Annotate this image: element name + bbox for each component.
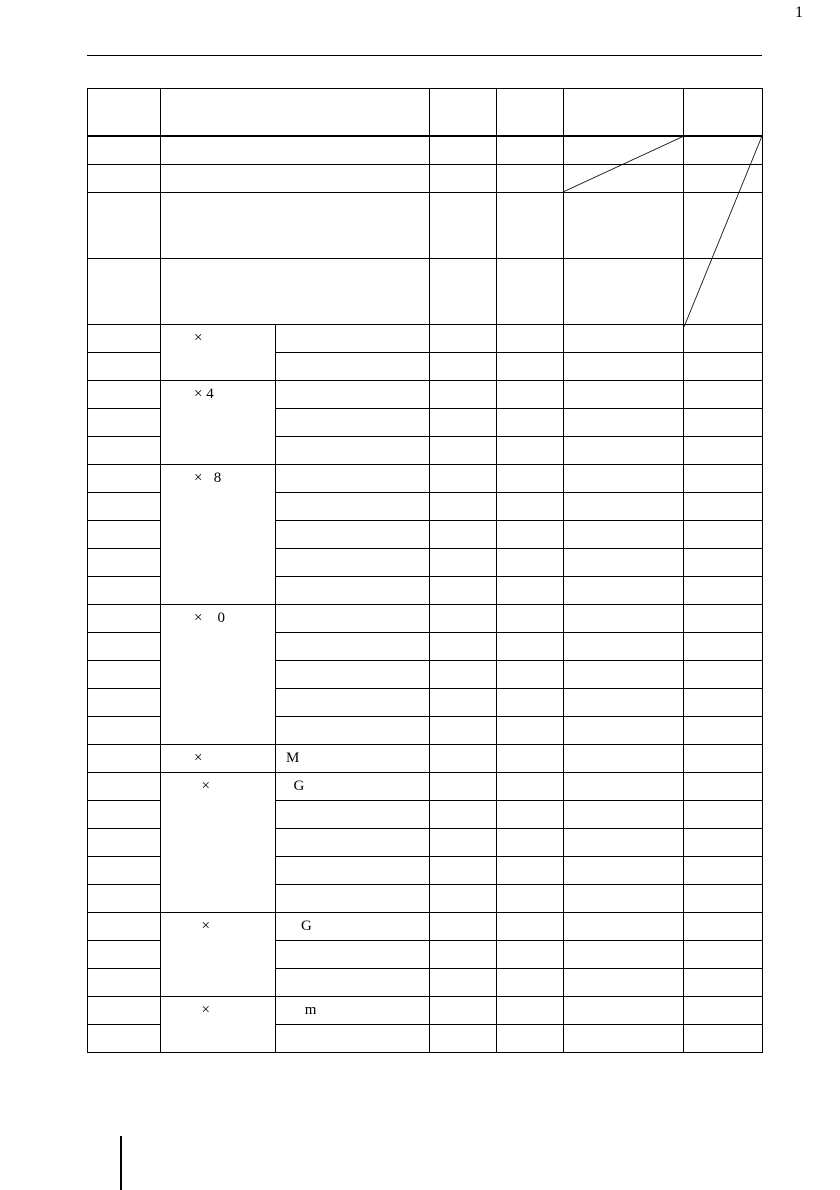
- capacity-cell: [276, 380, 430, 408]
- item-cell: [161, 258, 430, 324]
- row-number-cell: [88, 660, 161, 688]
- table-row: [88, 996, 763, 1024]
- value-cell: [497, 258, 564, 324]
- row-number-cell: [88, 772, 161, 800]
- row-number-cell: [88, 136, 161, 164]
- row-number-cell: [88, 688, 161, 716]
- table-row: [88, 380, 763, 408]
- value-cell: [497, 884, 564, 912]
- row-number-cell: [88, 436, 161, 464]
- value-cell: [564, 716, 684, 744]
- table-row: [88, 258, 763, 324]
- value-cell: [684, 492, 763, 520]
- value-cell: [497, 772, 564, 800]
- value-cell: [430, 772, 497, 800]
- value-cell: [684, 996, 763, 1024]
- value-cell: [684, 660, 763, 688]
- value-cell: [564, 1024, 684, 1052]
- capacity-cell: [276, 716, 430, 744]
- row-number-cell: [88, 464, 161, 492]
- value-cell: [684, 408, 763, 436]
- capacity-cell: [276, 800, 430, 828]
- value-cell: [497, 136, 564, 164]
- value-cell: [497, 164, 564, 192]
- size-cell: × 8: [161, 464, 276, 604]
- value-cell: [564, 912, 684, 940]
- value-cell: [497, 604, 564, 632]
- value-cell: [497, 520, 564, 548]
- value-cell: [684, 192, 763, 258]
- header-cell: [430, 89, 497, 137]
- row-number-cell: [88, 192, 161, 258]
- size-cell: × 4: [161, 380, 276, 464]
- value-cell: [564, 192, 684, 258]
- value-cell: [430, 744, 497, 772]
- value-cell: [684, 576, 763, 604]
- value-cell: [564, 688, 684, 716]
- value-cell: [430, 660, 497, 688]
- value-cell: [564, 744, 684, 772]
- value-cell: [564, 258, 684, 324]
- value-cell: [564, 492, 684, 520]
- value-cell: [684, 1024, 763, 1052]
- capacity-cell: G: [276, 772, 430, 800]
- row-number-cell: [88, 828, 161, 856]
- value-cell: [430, 800, 497, 828]
- item-cell: [161, 164, 430, 192]
- value-cell: [430, 632, 497, 660]
- value-cell: [564, 324, 684, 352]
- value-cell: [684, 258, 763, 324]
- row-number-cell: [88, 632, 161, 660]
- capacity-cell: [276, 968, 430, 996]
- size-cell: ×: [161, 324, 276, 380]
- value-cell: [684, 604, 763, 632]
- table-header-row: [88, 89, 763, 137]
- capacity-cell: [276, 828, 430, 856]
- value-cell: [497, 1024, 564, 1052]
- value-cell: [430, 352, 497, 380]
- row-number-cell: [88, 744, 161, 772]
- value-cell: [684, 828, 763, 856]
- capacity-cell: [276, 464, 430, 492]
- row-number-cell: [88, 800, 161, 828]
- capacity-cell: [276, 352, 430, 380]
- value-cell: [430, 828, 497, 856]
- item-cell: [161, 136, 430, 164]
- value-cell: [497, 324, 564, 352]
- value-cell: [497, 576, 564, 604]
- capacity-cell: [276, 576, 430, 604]
- header-cell: [88, 89, 161, 137]
- value-cell: [564, 800, 684, 828]
- size-cell: ×: [161, 744, 276, 772]
- capacity-cell: [276, 632, 430, 660]
- value-cell: [430, 716, 497, 744]
- capacity-cell: [276, 688, 430, 716]
- value-cell: [564, 660, 684, 688]
- value-cell: [430, 884, 497, 912]
- table-row: [88, 912, 763, 940]
- value-cell: [430, 192, 497, 258]
- row-number-cell: [88, 408, 161, 436]
- value-cell: [564, 884, 684, 912]
- value-cell: [684, 912, 763, 940]
- value-cell: [430, 576, 497, 604]
- value-cell: [497, 688, 564, 716]
- value-cell: [564, 352, 684, 380]
- value-cell: [497, 856, 564, 884]
- size-cell: ×: [161, 772, 276, 912]
- value-cell: [430, 136, 497, 164]
- value-cell: [684, 744, 763, 772]
- value-cell: [564, 164, 684, 192]
- value-cell: [497, 968, 564, 996]
- value-cell: [430, 164, 497, 192]
- value-cell: [497, 996, 564, 1024]
- row-number-cell: [88, 716, 161, 744]
- row-number-cell: [88, 940, 161, 968]
- value-cell: [564, 968, 684, 996]
- value-cell: [430, 548, 497, 576]
- table-row: [88, 744, 763, 772]
- row-number-cell: [88, 548, 161, 576]
- capacity-cell: [276, 324, 430, 352]
- value-cell: [430, 520, 497, 548]
- value-cell: [497, 380, 564, 408]
- spec-table: [87, 88, 763, 1053]
- value-cell: [497, 912, 564, 940]
- value-cell: [430, 324, 497, 352]
- value-cell: [684, 968, 763, 996]
- value-cell: [684, 800, 763, 828]
- value-cell: [564, 520, 684, 548]
- capacity-cell: [276, 940, 430, 968]
- margin-bar: [120, 1136, 122, 1190]
- row-number-cell: [88, 968, 161, 996]
- value-cell: [564, 828, 684, 856]
- value-cell: [564, 408, 684, 436]
- value-cell: [430, 856, 497, 884]
- value-cell: [430, 408, 497, 436]
- table-body: [88, 136, 763, 1052]
- value-cell: [430, 258, 497, 324]
- row-number-cell: [88, 884, 161, 912]
- value-cell: [564, 548, 684, 576]
- table-row: [88, 192, 763, 258]
- value-cell: [430, 1024, 497, 1052]
- value-cell: [430, 604, 497, 632]
- row-number-cell: [88, 258, 161, 324]
- capacity-cell: [276, 492, 430, 520]
- header-cell: [497, 89, 564, 137]
- size-cell: ×: [161, 996, 276, 1052]
- table-row: [88, 604, 763, 632]
- value-cell: [430, 940, 497, 968]
- row-number-cell: [88, 164, 161, 192]
- size-cell: ×: [161, 912, 276, 996]
- row-number-cell: [88, 856, 161, 884]
- value-cell: [564, 772, 684, 800]
- value-cell: [684, 464, 763, 492]
- capacity-cell: [276, 660, 430, 688]
- value-cell: [564, 632, 684, 660]
- value-cell: [564, 576, 684, 604]
- value-cell: [430, 912, 497, 940]
- page-number: 1: [795, 4, 803, 21]
- table-row: [88, 772, 763, 800]
- value-cell: [684, 856, 763, 884]
- value-cell: [684, 164, 763, 192]
- header-cell: [161, 89, 430, 137]
- header-rule: [87, 55, 762, 56]
- table-row: [88, 324, 763, 352]
- value-cell: [684, 520, 763, 548]
- table-row: [88, 164, 763, 192]
- table-row: [88, 464, 763, 492]
- value-cell: [497, 744, 564, 772]
- value-cell: [430, 464, 497, 492]
- value-cell: [497, 660, 564, 688]
- value-cell: [497, 800, 564, 828]
- capacity-cell: [276, 408, 430, 436]
- value-cell: [684, 940, 763, 968]
- value-cell: [430, 688, 497, 716]
- value-cell: [684, 352, 763, 380]
- value-cell: [497, 548, 564, 576]
- row-number-cell: [88, 380, 161, 408]
- value-cell: [564, 856, 684, 884]
- value-cell: [684, 136, 763, 164]
- value-cell: [684, 884, 763, 912]
- value-cell: [564, 604, 684, 632]
- row-number-cell: [88, 996, 161, 1024]
- capacity-cell: [276, 884, 430, 912]
- row-number-cell: [88, 912, 161, 940]
- header-cell: [564, 89, 684, 137]
- row-number-cell: [88, 324, 161, 352]
- capacity-cell: [276, 548, 430, 576]
- value-cell: [497, 492, 564, 520]
- value-cell: [497, 192, 564, 258]
- table-row: [88, 136, 763, 164]
- capacity-cell: [276, 1024, 430, 1052]
- capacity-cell: [276, 604, 430, 632]
- value-cell: [497, 632, 564, 660]
- value-cell: [684, 324, 763, 352]
- value-cell: [430, 968, 497, 996]
- spec-table-container: [87, 88, 762, 1083]
- header-cell: [684, 89, 763, 137]
- value-cell: [684, 716, 763, 744]
- value-cell: [497, 716, 564, 744]
- value-cell: [497, 352, 564, 380]
- value-cell: [497, 464, 564, 492]
- value-cell: [430, 996, 497, 1024]
- value-cell: [684, 380, 763, 408]
- value-cell: [497, 408, 564, 436]
- value-cell: [497, 940, 564, 968]
- capacity-cell: [276, 856, 430, 884]
- size-cell: × 0: [161, 604, 276, 744]
- value-cell: [430, 492, 497, 520]
- capacity-cell: G: [276, 912, 430, 940]
- value-cell: [684, 548, 763, 576]
- item-cell: [161, 192, 430, 258]
- value-cell: [684, 632, 763, 660]
- capacity-cell: [276, 436, 430, 464]
- row-number-cell: [88, 576, 161, 604]
- value-cell: [684, 772, 763, 800]
- value-cell: [430, 380, 497, 408]
- value-cell: [564, 136, 684, 164]
- value-cell: [564, 464, 684, 492]
- value-cell: [564, 940, 684, 968]
- row-number-cell: [88, 604, 161, 632]
- value-cell: [684, 688, 763, 716]
- row-number-cell: [88, 1024, 161, 1052]
- capacity-cell: m: [276, 996, 430, 1024]
- value-cell: [564, 996, 684, 1024]
- row-number-cell: [88, 352, 161, 380]
- value-cell: [497, 828, 564, 856]
- value-cell: [564, 436, 684, 464]
- row-number-cell: [88, 520, 161, 548]
- value-cell: [430, 436, 497, 464]
- capacity-cell: M: [276, 744, 430, 772]
- row-number-cell: [88, 492, 161, 520]
- capacity-cell: [276, 520, 430, 548]
- value-cell: [497, 436, 564, 464]
- value-cell: [684, 436, 763, 464]
- value-cell: [564, 380, 684, 408]
